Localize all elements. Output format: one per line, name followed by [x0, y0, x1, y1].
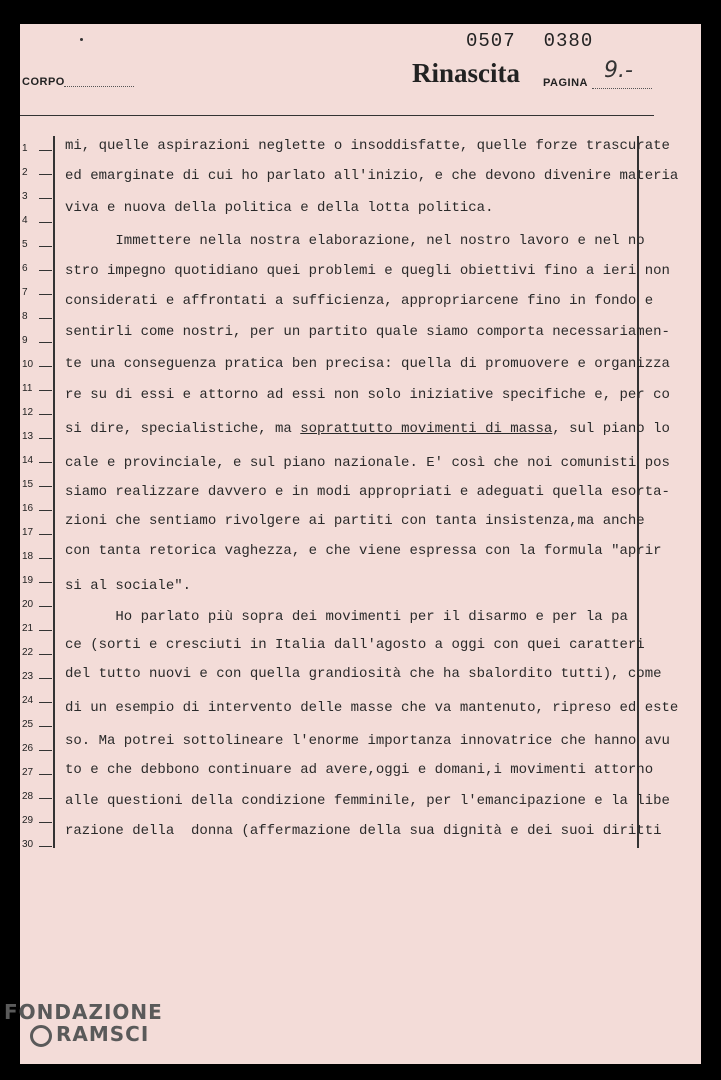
- line-number: 20: [22, 599, 52, 610]
- text-line: ed emarginate di cui ho parlato all'inizio, e che devono divenire materia: [65, 168, 679, 184]
- gramsci-g-icon: [30, 1025, 52, 1047]
- pagina-dotted-line: [592, 88, 652, 89]
- line-number: 9: [22, 335, 52, 346]
- text-line: alle questioni della condizione femminile, per l'emancipazione e la libe: [65, 793, 670, 809]
- line-number: 13: [22, 431, 52, 442]
- text-line: di un esempio di intervento delle masse che va mantenuto, ripreso ed este: [65, 700, 679, 716]
- line-number: 1: [22, 143, 52, 154]
- line-number: 23: [22, 671, 52, 682]
- left-margin-rule: [53, 136, 55, 848]
- text-line: te una conseguenza pratica ben precisa: quella di promuovere e organizza: [65, 356, 670, 372]
- text-line: viva e nuova della politica e della lotta politica.: [65, 200, 494, 216]
- text-line: so. Ma potrei sottolineare l'enorme importanza innovatrice che hanno avu: [65, 733, 670, 749]
- line-number: 8: [22, 311, 52, 322]
- line-number: 2: [22, 167, 52, 178]
- line-number: 5: [22, 239, 52, 250]
- line-number: 19: [22, 575, 52, 586]
- line-number: 4: [22, 215, 52, 226]
- corpo-dotted-line: [64, 86, 134, 87]
- corpo-label: CORPO: [22, 76, 65, 88]
- text-line: razione della donna (affermazione della sua dignità e dei suoi diritti: [65, 823, 662, 839]
- text-line: re su di essi e attorno ad essi non solo iniziative specifiche e, per co: [65, 387, 670, 403]
- line-number: 10: [22, 359, 52, 370]
- text-segment: si dire, specialistiche, ma: [65, 421, 301, 437]
- text-line: si al sociale".: [65, 578, 192, 594]
- text-line: del tutto nuovi e con quella grandiosità che ha sbalordito tutti), come: [65, 666, 662, 682]
- line-number: 21: [22, 623, 52, 634]
- publication-logo: Rinascita: [412, 58, 520, 88]
- line-number: 15: [22, 479, 52, 490]
- text-line: cale e provinciale, e sul piano nazionale. E' così che noi comunisti pos: [65, 455, 670, 471]
- text-line: considerati e affrontati a sufficienza, appropriarcene fino in fondo e: [65, 293, 654, 309]
- text-line: mi, quelle aspirazioni neglette o insoddisfatte, quelle forze trascurate: [65, 138, 670, 154]
- watermark-line-2: RAMSCI: [56, 1022, 150, 1046]
- text-line: Immettere nella nostra elaborazione, nel nostro lavoro e nel no: [65, 233, 645, 249]
- line-number: 26: [22, 743, 52, 754]
- line-number: 16: [22, 503, 52, 514]
- text-line: siamo realizzare davvero e in modi appropriati e adeguati quella esorta-: [65, 484, 670, 500]
- text-line: ce (sorti e cresciuti in Italia dall'agosto a oggi con quei caratteri: [65, 637, 645, 653]
- handwritten-page-number: 9.-: [604, 58, 633, 83]
- line-number: 18: [22, 551, 52, 562]
- archive-number-2: 0380: [543, 30, 594, 52]
- header-rule: [20, 115, 654, 116]
- underlined-phrase: soprattutto movimenti di massa: [300, 421, 553, 437]
- text-line: sentirli come nostri, per un partito quale siamo comporta necessariamen-: [65, 324, 670, 340]
- line-number: 29: [22, 815, 52, 826]
- watermark: [4, 1001, 163, 1047]
- line-number: 30: [22, 839, 52, 850]
- line-number: 11: [22, 383, 52, 394]
- text-line: zioni che sentiamo rivolgere ai partiti con tanta insistenza,ma anche: [65, 513, 645, 529]
- line-number: 28: [22, 791, 52, 802]
- line-number: 22: [22, 647, 52, 658]
- ink-dot: [80, 38, 83, 41]
- text-line: Ho parlato più sopra dei movimenti per il disarmo e per la pa: [65, 609, 628, 625]
- line-number: 7: [22, 287, 52, 298]
- line-number: 17: [22, 527, 52, 538]
- line-number: 24: [22, 695, 52, 706]
- text-line: stro impegno quotidiano quei problemi e quegli obiettivi fino a ieri non: [65, 263, 670, 279]
- text-line: con tanta retorica vaghezza, e che viene espressa con la formula "aprir: [65, 543, 662, 559]
- text-line: [65, 421, 670, 437]
- line-number: 14: [22, 455, 52, 466]
- text-line: to e che debbono continuare ad avere,oggi e domani,i movimenti attorno: [65, 762, 654, 778]
- line-number: 12: [22, 407, 52, 418]
- archive-numbers: [466, 30, 621, 52]
- watermark-line-1: FONDAZIONE: [4, 1000, 163, 1024]
- line-number: 25: [22, 719, 52, 730]
- line-number: 3: [22, 191, 52, 202]
- archive-number-1: 0507: [466, 30, 516, 52]
- line-number: 6: [22, 263, 52, 274]
- text-segment: , sul piano lo: [552, 421, 670, 437]
- line-number: 27: [22, 767, 52, 778]
- pagina-label: PAGINA: [543, 77, 588, 89]
